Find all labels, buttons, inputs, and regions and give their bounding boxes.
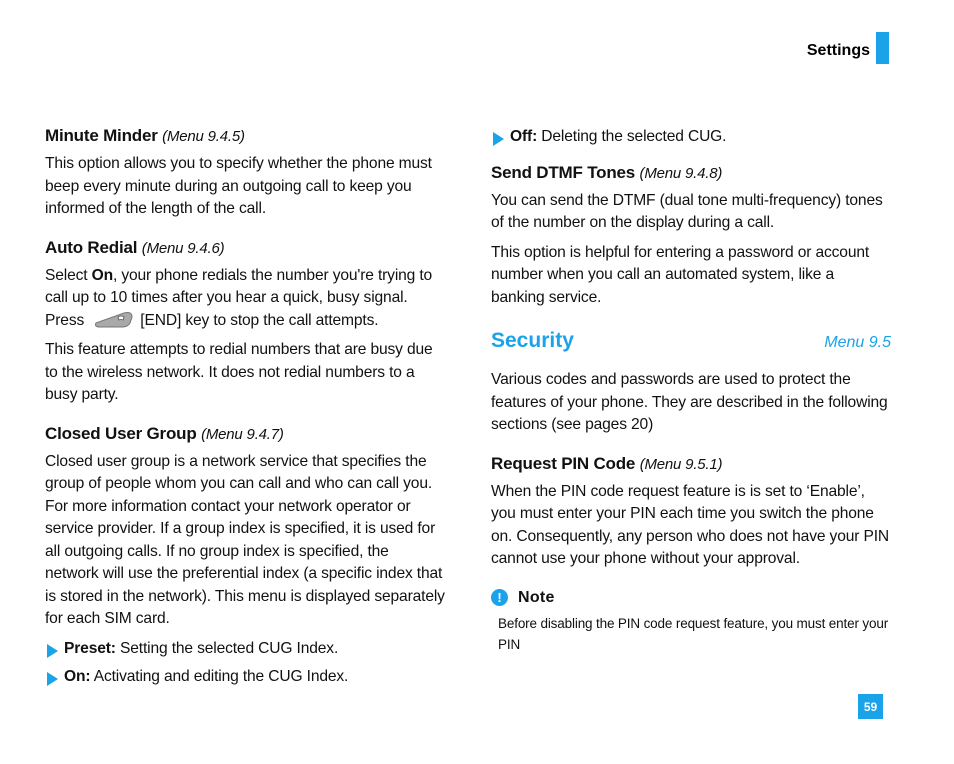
closed-user-group-heading (45, 424, 445, 444)
send-dtmf-paragraph-1: You can send the DTMF (dual tone multi-frequency) tones of the number on the display during a call. (491, 191, 883, 231)
bullet-on-text: Activating and editing the CUG Index. (90, 668, 349, 685)
security-body: Various codes and passwords are used to protect the features of your phone. They are described in the following sections (see pages 20) (491, 371, 888, 433)
minute-minder-title: Minute Minder (45, 126, 158, 145)
bullet-off-label: Off: (510, 128, 538, 145)
left-column (45, 126, 445, 695)
auto-redial-on-label: On (91, 266, 113, 284)
bullet-off-text: Deleting the selected CUG. (537, 128, 727, 145)
auto-redial-menu-ref: (Menu 9.4.6) (141, 239, 225, 257)
auto-redial-title: Auto Redial (45, 237, 138, 257)
closed-user-group-menu-ref: (Menu 9.4.7) (201, 425, 284, 443)
auto-redial-paragraph-1 (45, 265, 445, 333)
request-pin-title: Request PIN Code (491, 453, 636, 473)
security-heading (491, 329, 891, 353)
closed-user-group-body: Closed user group is a network service that specifies the group of people whom you can call and who can call you. For more information contact your network operator or service provider. If a group index is specified, it is used for all outgoing calls. If no group index is specified, the network will use the preferential index (a specific index that is stored in the network). This menu is displayed separately for each SIM card. (45, 452, 445, 627)
note-text: Before disabling the PIN code request feature, you must enter your PIN (498, 615, 889, 652)
send-dtmf-title: Send DTMF Tones (491, 162, 636, 182)
auto-redial-heading (45, 238, 445, 258)
end-key-icon (94, 311, 134, 329)
send-dtmf-heading (491, 163, 891, 183)
auto-redial-text-b: , your phone redials the number you're trying to call up to 10 times after you hear a quick, busy signal. Press (45, 266, 433, 329)
minute-minder-body: This option allows you to specify whether the phone must beep every minute during an outgoing call to keep you informed of the length of the call. (45, 155, 432, 217)
request-pin-body: When the PIN code request feature is is set to ‘Enable’, you must enter your PIN each time you switch the phone on. Consequently, any person who does not have your PIN cannot use your phone without your approval. (491, 482, 890, 567)
bullet-off (491, 126, 891, 149)
bullet-arrow-icon (47, 644, 58, 658)
auto-redial-text-c: [END] key to stop the call attempts. (140, 311, 379, 329)
page-number: 59 (858, 694, 883, 719)
request-pin-menu-ref: (Menu 9.5.1) (639, 455, 723, 473)
bullet-arrow-icon (493, 132, 504, 146)
security-title: Security (491, 329, 574, 352)
bullet-on (45, 666, 445, 689)
send-dtmf-paragraph-2: This option is helpful for entering a password or account number when you call an automated system, like a banking service. (491, 243, 870, 306)
exclamation-icon: ! (491, 589, 508, 606)
closed-user-group-title: Closed User Group (45, 423, 197, 443)
bullet-preset-text: Setting the selected CUG Index. (115, 639, 339, 657)
bullet-preset-label: Preset: (64, 639, 116, 657)
request-pin-heading (491, 454, 891, 474)
auto-redial-paragraph-2: This feature attempts to redial numbers that are busy due to the wireless network. It does not redial numbers to a busy party. (45, 341, 433, 403)
minute-minder-menu-ref: (Menu 9.4.5) (162, 128, 245, 145)
security-menu-ref: Menu 9.5 (824, 334, 891, 351)
bullet-on-label: On: (64, 668, 91, 685)
auto-redial-text-a: Select (45, 266, 92, 284)
bullet-preset (45, 638, 445, 661)
note-heading (491, 589, 891, 607)
header-accent-bar (876, 32, 889, 64)
bullet-arrow-icon (47, 672, 58, 686)
minute-minder-heading (45, 126, 445, 146)
note-label: Note (518, 588, 555, 606)
header-title: Settings (806, 42, 870, 59)
send-dtmf-menu-ref: (Menu 9.4.8) (639, 164, 723, 182)
right-column (491, 126, 891, 655)
